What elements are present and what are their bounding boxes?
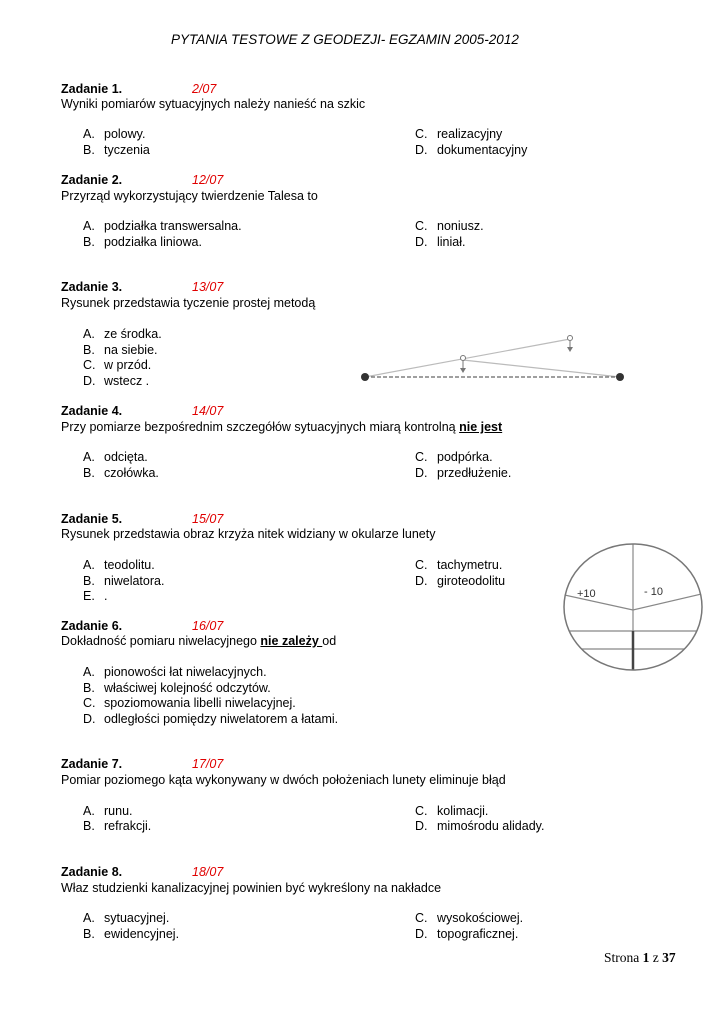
pole-middle xyxy=(461,356,466,361)
pole-far xyxy=(568,336,573,341)
answer-text: ze środka. xyxy=(104,327,162,341)
answer-text: na siebie. xyxy=(104,343,158,357)
page-prefix: Strona xyxy=(604,950,640,965)
answer-text: czołówka. xyxy=(104,466,159,480)
answer-text: wstecz . xyxy=(104,374,150,388)
answer-letter: D. xyxy=(415,235,428,249)
page-current: 1 xyxy=(642,950,650,965)
answer-text: podziałka liniowa. xyxy=(104,235,202,249)
reticle-label-left: +10 xyxy=(577,588,596,600)
page-total: 37 xyxy=(662,950,676,965)
question-text: Wyniki pomiarów sytuacyjnych należy nanieść na szkic xyxy=(61,97,366,111)
answer-letter: A. xyxy=(83,665,95,679)
answer-letter: C. xyxy=(415,450,428,464)
pole-middle-arrowhead xyxy=(460,368,466,373)
question-label: Zadanie 7. xyxy=(61,757,123,771)
answer-letter: A. xyxy=(83,219,95,233)
answer-letter: D. xyxy=(415,574,428,588)
question-text: Pomiar poziomego kąta wykonywany w dwóch położeniach lunety eliminuje błąd xyxy=(61,773,506,787)
answer-letter: B. xyxy=(83,819,95,833)
answer-letter: A. xyxy=(83,558,95,572)
answer-letter: C. xyxy=(83,358,96,372)
answer-text: . xyxy=(104,589,108,603)
answer-text: polowy. xyxy=(104,127,146,141)
question-code: 17/07 xyxy=(192,757,224,771)
answer-text: refrakcji. xyxy=(104,819,152,833)
answer-text: giroteodolitu xyxy=(437,574,506,588)
answer-letter: B. xyxy=(83,681,95,695)
answer-text: odległości pomiędzy niwelatorem a łatami. xyxy=(104,712,339,726)
answer-letter: A. xyxy=(83,804,95,818)
end-point-left xyxy=(361,373,369,381)
answer-text: sytuacyjnej. xyxy=(104,911,170,925)
question-code: 13/07 xyxy=(192,280,224,294)
answer-letter: D. xyxy=(83,374,96,388)
sight-line-lower xyxy=(463,360,620,377)
question-code: 2/07 xyxy=(192,82,217,96)
answer-text: ewidencyjnej. xyxy=(104,927,180,941)
answer-text: odcięta. xyxy=(104,450,148,464)
reticle-line-left xyxy=(560,594,633,610)
answer-text: liniał. xyxy=(437,235,466,249)
answer-text: realizacyjny xyxy=(437,127,503,141)
page-title: PYTANIA TESTOWE Z GEODEZJI- EGZAMIN 2005-2012 xyxy=(171,32,519,47)
answer-letter: D. xyxy=(415,819,428,833)
sight-line-upper xyxy=(365,339,570,377)
answer-letter: D. xyxy=(415,927,428,941)
answer-letter: C. xyxy=(415,127,428,141)
answer-letter: C. xyxy=(415,558,428,572)
question-label: Zadanie 8. xyxy=(61,865,123,879)
answer-text: teodolitu. xyxy=(104,558,155,572)
answer-text: wysokościowej. xyxy=(437,911,524,925)
answer-text: niwelatora. xyxy=(104,574,165,588)
answer-text: dokumentacyjny xyxy=(437,143,528,157)
answer-letter: C. xyxy=(415,911,428,925)
end-point-right xyxy=(616,373,624,381)
answer-letter: B. xyxy=(83,143,95,157)
reticle-label-right: - 10 xyxy=(644,586,663,598)
answer-text: w przód. xyxy=(104,358,152,372)
answer-text: pionowości łat niwelacyjnych. xyxy=(104,665,267,679)
answer-text: podpórka. xyxy=(437,450,493,464)
answer-text: runu. xyxy=(104,804,133,818)
question-text-main: Dokładność pomiaru niwelacyjnego xyxy=(61,634,261,648)
question-text xyxy=(61,420,502,435)
answer-text: tachymetru. xyxy=(437,558,503,572)
page-sep: z xyxy=(652,950,659,965)
question-text-emphasis: nie zależy xyxy=(260,634,323,648)
answer-text: noniusz. xyxy=(437,219,484,233)
line-staking-figure xyxy=(355,330,635,390)
question-label: Zadanie 6. xyxy=(61,619,123,633)
question-code: 16/07 xyxy=(192,619,224,633)
question-text: Właz studzienki kanalizacyjnej powinien być wykreślony na nakładce xyxy=(61,881,442,895)
question-text-end: od xyxy=(322,634,337,648)
answer-text: topograficznej. xyxy=(437,927,519,941)
question-code: 15/07 xyxy=(192,512,224,526)
reticle-figure xyxy=(560,540,710,680)
answer-letter: D. xyxy=(415,143,428,157)
answer-text: podziałka transwersalna. xyxy=(104,219,242,233)
answer-letter: B. xyxy=(83,466,95,480)
answer-letter: B. xyxy=(83,574,95,588)
question-code: 18/07 xyxy=(192,865,224,879)
answer-letter: C. xyxy=(415,219,428,233)
answer-letter: A. xyxy=(83,327,95,341)
answer-letter: D. xyxy=(415,466,428,480)
answer-letter: D. xyxy=(83,712,96,726)
question-code: 14/07 xyxy=(192,404,224,418)
question-label: Zadanie 4. xyxy=(61,404,123,418)
answer-letter: B. xyxy=(83,927,95,941)
answer-text: właściwej kolejność odczytów. xyxy=(104,681,271,695)
question-text: Rysunek przedstawia tyczenie prostej metodą xyxy=(61,296,316,310)
question-text: Przyrząd wykorzystujący twierdzenie Talesa to xyxy=(61,189,318,203)
question-text-main: Przy pomiarze bezpośrednim szczegółów sytuacyjnych miarą kontrolną xyxy=(61,420,460,434)
answer-letter: E. xyxy=(83,589,95,603)
answer-letter: C. xyxy=(83,696,96,710)
question-text: Rysunek przedstawia obraz krzyża nitek widziany w okularze lunety xyxy=(61,527,436,541)
answer-text: kolimacji. xyxy=(437,804,489,818)
question-label: Zadanie 5. xyxy=(61,512,123,526)
answer-letter: B. xyxy=(83,343,95,357)
question-code: 12/07 xyxy=(192,173,224,187)
answer-text: mimośrodu alidady. xyxy=(437,819,545,833)
answer-text: spoziomowania libelli niwelacyjnej. xyxy=(104,696,296,710)
question-text-emphasis: nie jest xyxy=(459,420,503,434)
answer-text: przedłużenie. xyxy=(437,466,512,480)
answer-letter: B. xyxy=(83,235,95,249)
pole-far-arrowhead xyxy=(567,347,573,352)
question-label: Zadanie 1. xyxy=(61,82,123,96)
answer-letter: C. xyxy=(415,804,428,818)
question-label: Zadanie 2. xyxy=(61,173,123,187)
answer-letter: A. xyxy=(83,450,95,464)
question-label: Zadanie 3. xyxy=(61,280,123,294)
question-text xyxy=(61,634,336,649)
answer-text: tyczenia xyxy=(104,143,150,157)
answer-letter: A. xyxy=(83,127,95,141)
page-number xyxy=(604,950,676,965)
answer-letter: A. xyxy=(83,911,95,925)
